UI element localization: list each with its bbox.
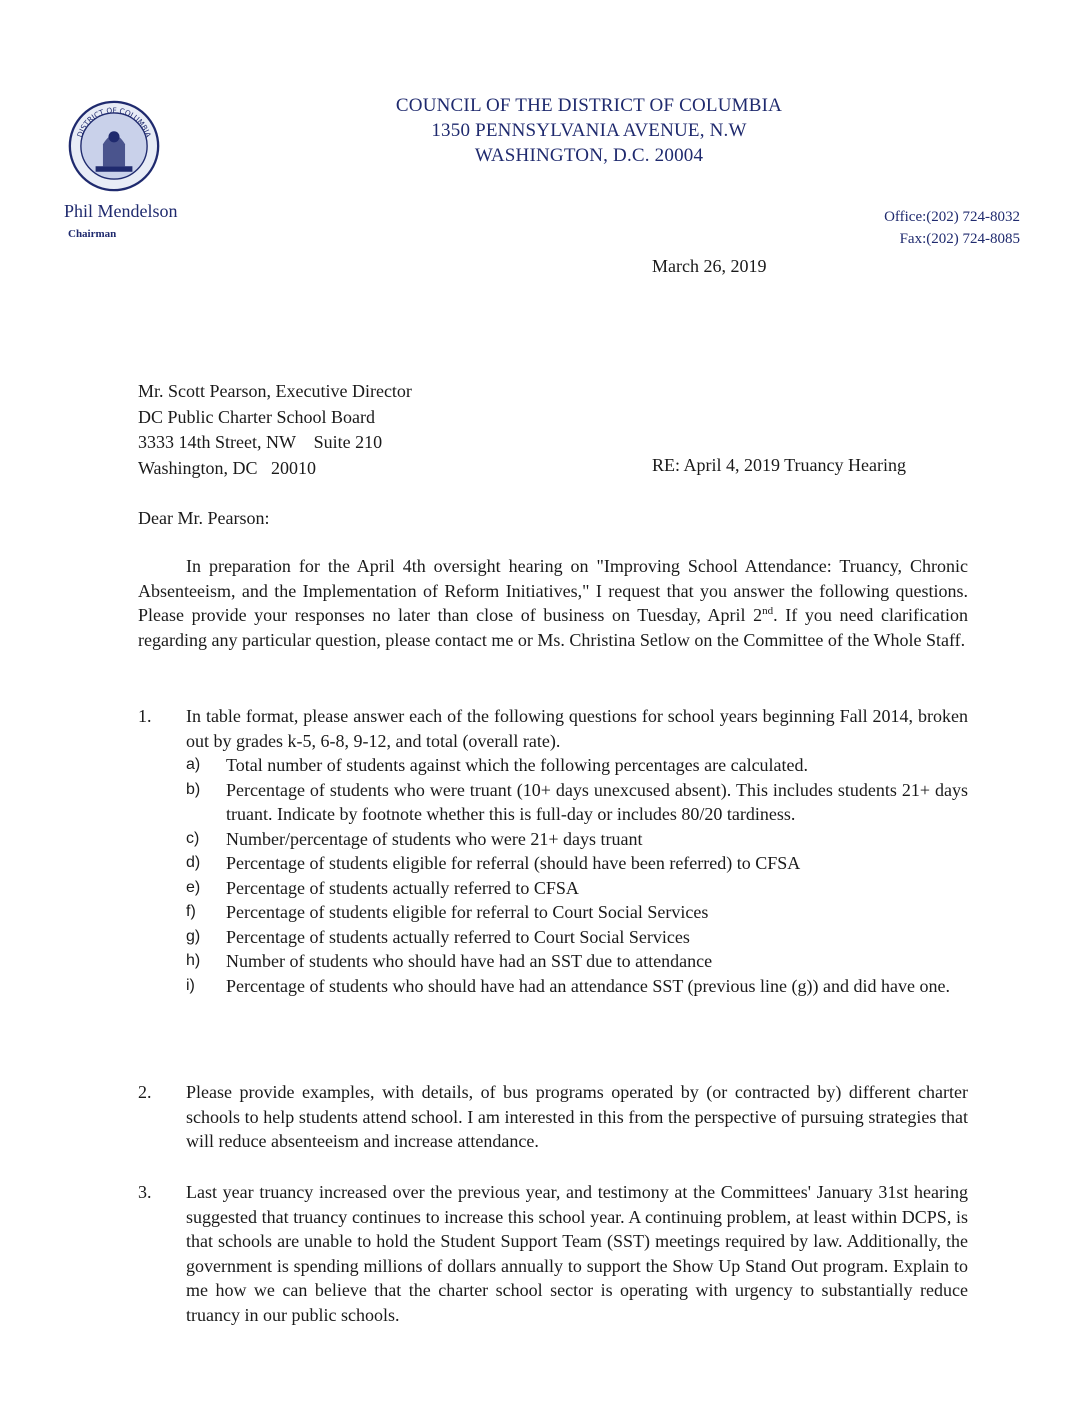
intro-text-a: In preparation for the April 4th oversight hearing on "Improving School Attendance: Truancy, Chronic Absenteeism, and the Implementation of Reform Initiatives," I request that you answer the following questions. Please provide your responses no later than close of business on Tuesday, April 2 xyxy=(138,556,968,625)
sub-question-text: Percentage of students who were truant (10+ days unexcused absent). This includes students 21+ days truant. Indicate by footnote whether this is full-day or includes 80/20 tardiness. xyxy=(226,779,968,824)
sub-question-letter: c) xyxy=(186,829,200,847)
contact-block xyxy=(884,206,1020,250)
sub-question xyxy=(186,753,968,778)
sub-question-text: Number of students who should have had an SST due to attendance xyxy=(226,951,713,971)
sub-question-letter: i) xyxy=(186,976,195,994)
intro-paragraph xyxy=(138,554,968,652)
question-number: 2. xyxy=(138,1082,152,1102)
sub-question-text: Total number of students against which the following percentages are calculated. xyxy=(226,755,809,775)
sub-question-text: Percentage of students eligible for referral (should have been referred) to CFSA xyxy=(226,853,801,873)
question-number: 1. xyxy=(138,706,152,726)
sub-question-letter: g) xyxy=(186,927,201,945)
sub-question-letter: e) xyxy=(186,878,201,896)
question-text: In table format, please answer each of the following questions for school years beginning Fall 2014, broken out by grades k-5, 6-8, 9-12, and total (overall rate). xyxy=(186,706,968,751)
letterhead-line-3: WASHINGTON, D.C. 20004 xyxy=(474,145,704,166)
sub-question-text: Percentage of students who should have had an attendance SST (previous line (g)) and did have one. xyxy=(226,975,950,996)
sub-question-text: Number/percentage of students who were 21+ days truant xyxy=(226,828,643,849)
chairman-title: Chairman xyxy=(68,228,117,240)
question-3 xyxy=(138,1180,968,1327)
sub-question xyxy=(186,778,968,827)
sub-question-letter: a) xyxy=(186,756,201,773)
sub-question xyxy=(186,876,968,901)
sub-question-list xyxy=(186,753,968,998)
question-text: Last year truancy increased over the previous year, and testimony at the Committees' January 31st hearing suggested that truancy continues to increase this school year. A continuing problem, at least within DCPS, is that schools are unable to hold the Student Support Team (SST) meetings required by law. Additionally, the government is spending millions of dollars annually to support the Show Up Stand Out program. Explain to me how we can believe that the charter school sector is operating with urgency to substantially reduce truancy in our public schools. xyxy=(186,1182,968,1325)
sub-question xyxy=(186,827,968,852)
sub-question-letter: f) xyxy=(186,903,196,920)
sub-question-letter: d) xyxy=(186,854,201,871)
sub-question xyxy=(186,949,968,974)
salutation: Dear Mr. Pearson: xyxy=(138,508,270,528)
question-number: 3. xyxy=(138,1182,152,1202)
seal-text: DISTRICT OF COLUMBIA xyxy=(75,105,153,139)
sub-question-text: Percentage of students eligible for referral to Court Social Services xyxy=(226,902,709,922)
letterhead xyxy=(0,93,1088,168)
letterhead-line-1: COUNCIL OF THE DISTRICT OF COLUMBIA xyxy=(395,95,783,116)
sub-question xyxy=(186,900,968,925)
re-line: RE: April 4, 2019 Truancy Hearing xyxy=(652,455,906,475)
question-1 xyxy=(138,704,968,998)
sub-question xyxy=(186,851,968,876)
intro-superscript: nd xyxy=(762,605,774,617)
office-phone: Office:(202) 724-8032 xyxy=(884,209,1020,225)
letterhead-line-2: 1350 PENNSYLVANIA AVENUE, N.W xyxy=(431,120,747,141)
sub-question xyxy=(186,925,968,950)
recipient-line-2: DC Public Charter School Board xyxy=(138,406,375,427)
recipient-line-4: Washington, DC 20010 xyxy=(138,457,317,478)
recipient-line-1: Mr. Scott Pearson, Executive Director xyxy=(138,381,412,401)
sub-question-text: Percentage of students actually referred to CFSA xyxy=(226,877,579,898)
question-text: Please provide examples, with details, of bus programs operated by (or contracted by) different charter schools to help students attend school. I am interested in this from the perspective of pursuing strategies that will reduce absenteeism and increase attendance. xyxy=(186,1082,968,1151)
sub-question-letter: b) xyxy=(186,780,201,798)
chairman-name: Phil Mendelson xyxy=(64,201,178,221)
question-2 xyxy=(138,1080,968,1154)
sub-question-letter: h) xyxy=(186,952,201,969)
fax-number: Fax:(202) 724-8085 xyxy=(899,231,1020,247)
recipient-address xyxy=(138,379,412,481)
sub-question-text: Percentage of students actually referred to Court Social Services xyxy=(226,926,690,947)
intro-text-b: . If you need clarification regarding any particular question, please contact me or Ms. Christina Setlow on the Committee of the Whole Staff. xyxy=(138,605,968,650)
letter-date: March 26, 2019 xyxy=(652,256,767,276)
recipient-line-3: 3333 14th Street, NW Suite 210 xyxy=(138,432,383,452)
sub-question xyxy=(186,974,968,999)
